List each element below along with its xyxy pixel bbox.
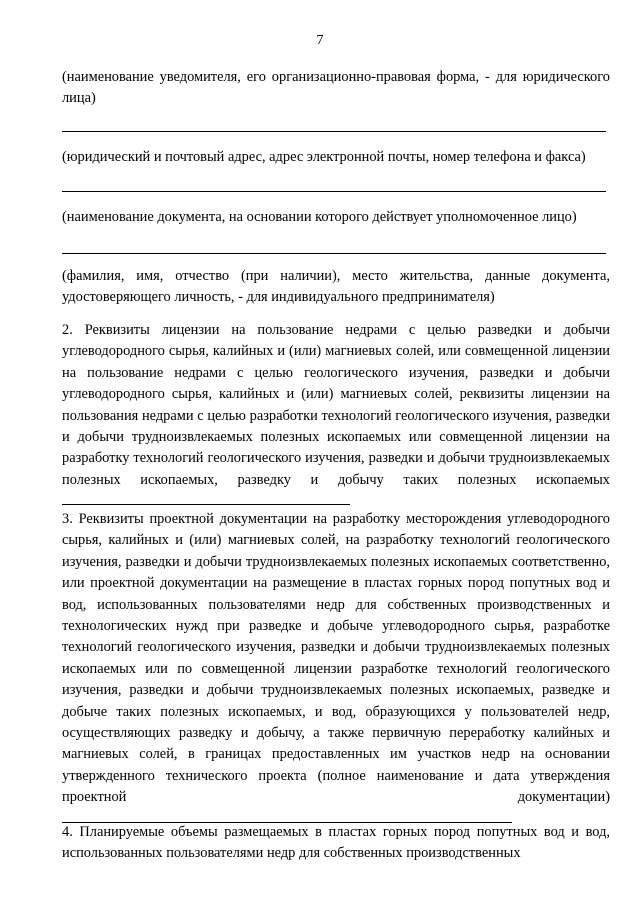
applicant-name-caption: (наименование уведомителя, его организационно-правовая форма, - для юридического лица) xyxy=(62,69,610,107)
section-2-text: 2. Реквизиты лицензии на пользование недрами с целью разведки и добычи углеводородного сырья, калийных и (или) магниевых солей, или совмещенной лицензии на пользование недрами с целью геологического изучения, разведки и добычи углеводородного сырья, калийных и (или) магниевых солей, реквизиты лицензии на пользования недрами с целью разработки технологий геологического изучения, разведки и добычи трудноизвлекаемых полезных ископаемых или совмещенной лицензии на разработку технологий геологического изучения, разведки и добычи трудноизвлекаемых полезных ископаемых, разведку и добычу таких полезных ископаемых xyxy=(62,322,610,488)
entrepreneur-caption: (фамилия, имя, отчество (при наличии), место жительства, данные документа, удостоверяющего личность, - для индивидуального предпринимателя) xyxy=(62,268,610,306)
section-3-project-documentation xyxy=(62,509,610,830)
page-number: 7 xyxy=(316,33,324,48)
section-2-license-details xyxy=(62,320,610,513)
address-caption: (юридический и почтовый адрес, адрес электронной почты, номер телефона и факса) xyxy=(62,149,586,165)
fill-line-address xyxy=(62,191,606,192)
fill-line-applicant xyxy=(62,131,606,132)
authority-document-caption: (наименование документа, на основании которого действует уполномоченное лицо) xyxy=(62,209,577,225)
section-4-volumes: 4. Планируемые объемы размещаемых в пластах горных пород попутных вод и вод, использованных пользователями недр для собственных производственных xyxy=(62,824,610,862)
fill-line-authority xyxy=(62,253,606,254)
fill-line-license xyxy=(62,503,350,505)
section-3-text: 3. Реквизиты проектной документации на разработку месторождения углеводородного сырья, калийных и (или) магниевых солей, на разработку технологий геологического изучения, разведки и добычи трудноизвлекаемых полезных ископаемых соответственно, или проектной документации на размещение в пластах горных пород попутных вод и вод, использованных пользователями недр для собственных производственных и технологических нужд при разведке и добыче углеводородного сырья, разработке технологий геологического изучения, разведки и добычи трудноизвлекаемых полезных ископаемых или по совмещенной лицензии разработке технологий геологического изучения, разведки и добычи трудноизвлекаемых полезных ископаемых, разведке и добыче таких полезных ископаемых, и вод, образующихся у пользователей недр, осуществляющих разведку и добычу, а также первичную переработку калийных и магниевых солей, в границах предоставленных им участков недр на основании утвержденного технического проекта (полное наименование и дата утверждения проектной документации) xyxy=(62,511,610,806)
